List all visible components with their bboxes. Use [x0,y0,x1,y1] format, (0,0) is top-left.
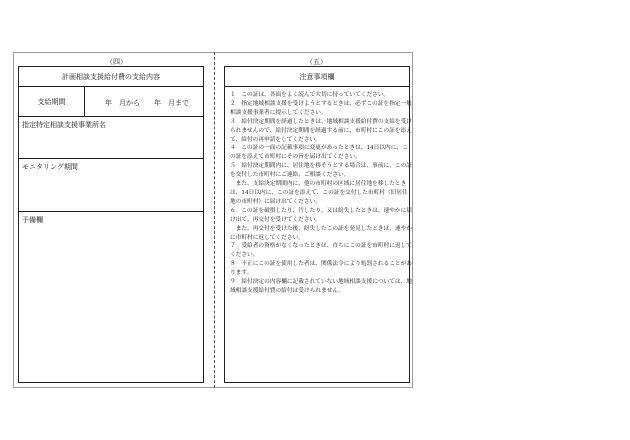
monitoring-row [19,159,203,212]
note-item: ２ 指定地域相談支援を受けようとするときは、必ずこの証を指定一般相談支援事業者に提示してください。 [230,100,412,116]
remarks-row [19,212,203,382]
notes-title: 注意事項欄 [225,67,409,87]
note-item: また、支給決定期間内に、他の市町村の区域に居住地を移したときは、14日以内に、この証を添えて、この証を交付した市町村（旧居住地の市町村）に届け出てください。 [230,181,408,205]
period-label: 支給期間 [19,87,85,116]
benefit-content-table [18,66,204,383]
monitoring-label: モニタリング期間 [22,163,78,171]
note-item: １ この証は、各面をよく読んで大切に持っていてください。 [230,92,390,98]
note-item: ３ 給付決定期間を経過したときは、地域相談支援給付費の支給を受けられませんので、給付決定期間を経過する前に、市町村にこの証を添えて、給付の再申請をしてください。 [230,118,412,143]
period-row [19,87,203,117]
note-item: ８ 不正にこの証を使用した者は、関係法令により処罰されることがあります。 [230,261,412,277]
provider-row [19,117,203,159]
page-number-five: （五） [306,58,327,66]
note-item: ６ この証を破損したり、汚したり、又は紛失したときは、速やかに届け出て、再交付を受けてください。 [230,207,412,223]
provider-label: 指定特定相談支援事業所名 [22,121,106,129]
benefit-table-title: 計画相談支援給付費の支給内容 [19,67,203,87]
page-number-four: （四） [106,58,127,66]
note-item: ４ この証の一面の記載事項に変更があったときは、14日以内に、この証を添えて市町村にその旨を届け出てください。 [230,145,408,161]
notes-list [230,91,412,296]
period-value: 年 月から 年 月まで [105,99,189,107]
remarks-label: 予備欄 [22,216,43,224]
note-item: ７ 受給者の資格がなくなったときは、直ちにこの証を市町村に返してください。 [230,243,412,259]
note-item: また、再交付を受けた後、紛失したこの証を発見したときは、速やかに市町村に返してください。 [230,225,412,241]
fold-line [214,52,215,388]
notes-table [224,66,410,383]
note-item: ９ 給付決定の内容欄に記載されていない地域相談支援については、地域相談支援給付費の給付は受けられません。 [230,279,412,294]
note-item: ５ 給付決定期間内に、居住地を移そうとする場合は、事前に、この証を交付した市町村にご連絡、ご相談ください。 [230,163,412,179]
